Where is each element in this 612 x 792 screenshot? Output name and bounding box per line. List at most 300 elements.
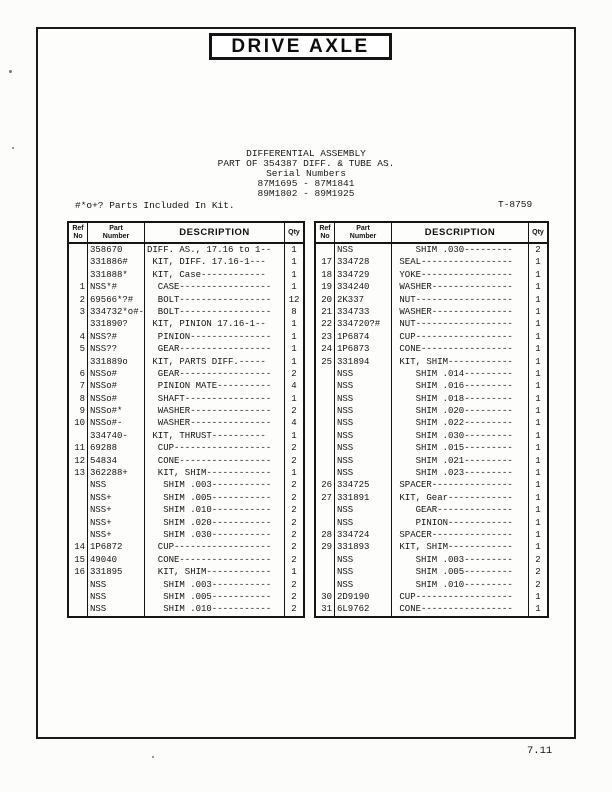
cell-desc: SHIM .014--------- bbox=[392, 368, 529, 380]
cell-part: 331893 bbox=[335, 541, 392, 553]
parts-table-right bbox=[314, 221, 549, 618]
column-header-part-number bbox=[88, 223, 145, 242]
table-row bbox=[69, 517, 303, 529]
cell-desc: SEAL----------------- bbox=[392, 256, 529, 268]
table-row bbox=[316, 244, 547, 256]
cell-ref: 26 bbox=[316, 479, 335, 491]
column-header-ref-no bbox=[316, 223, 335, 242]
cell-qty: 2 bbox=[291, 480, 297, 491]
cell-desc: CASE----------------- bbox=[145, 281, 285, 293]
cell-desc: CUP------------------ bbox=[145, 541, 285, 553]
cell-ref: 28 bbox=[316, 529, 335, 541]
cell-ref: 7 bbox=[69, 380, 88, 392]
cell-part: NSS bbox=[335, 244, 392, 256]
cell-ref: 31 bbox=[316, 603, 335, 615]
cell-qty: 1 bbox=[535, 393, 541, 404]
cell-desc: BOLT----------------- bbox=[145, 306, 285, 318]
table-row bbox=[69, 393, 303, 405]
scan-speck bbox=[12, 147, 14, 149]
table-row bbox=[316, 256, 547, 268]
cell-qty: 1 bbox=[535, 418, 541, 429]
cell-qty: 1 bbox=[291, 245, 297, 255]
cell-desc: NUT------------------ bbox=[392, 318, 529, 330]
cell-desc: WASHER--------------- bbox=[392, 281, 529, 293]
cell-ref: 9 bbox=[69, 405, 88, 417]
table-row bbox=[316, 579, 547, 591]
cell-desc: CUP------------------ bbox=[392, 591, 529, 603]
part-header-line2: Number bbox=[102, 232, 130, 240]
cell-part: NSS bbox=[335, 579, 392, 591]
table-row bbox=[316, 368, 547, 380]
cell-desc: KIT, THRUST---------- bbox=[145, 430, 285, 442]
cell-qty: 4 bbox=[291, 381, 297, 392]
table-row bbox=[69, 479, 303, 491]
table-body bbox=[69, 244, 303, 616]
table-row bbox=[316, 269, 547, 281]
table-row bbox=[316, 442, 547, 454]
cell-qty: 1 bbox=[535, 368, 541, 379]
cell-desc: GEAR----------------- bbox=[145, 368, 285, 380]
cell-part: NSS+ bbox=[88, 492, 145, 504]
cell-part: 69288 bbox=[88, 442, 145, 454]
cell-desc: SPACER--------------- bbox=[392, 529, 529, 541]
column-header-description: DESCRIPTION bbox=[145, 223, 285, 242]
cell-part: 2K337 bbox=[335, 294, 392, 306]
cell-desc: SHIM .005----------- bbox=[145, 591, 285, 603]
cell-ref bbox=[316, 455, 335, 467]
cell-part: NSS bbox=[335, 554, 392, 566]
cell-desc: SHAFT---------------- bbox=[145, 393, 285, 405]
table-row bbox=[69, 256, 303, 268]
cell-part: 331891 bbox=[335, 492, 392, 504]
column-header-description: DESCRIPTION bbox=[392, 223, 529, 242]
cell-desc: KIT, DIFF. 17.16-1--- bbox=[145, 256, 285, 268]
table-row bbox=[316, 306, 547, 318]
cell-ref: 18 bbox=[316, 269, 335, 281]
cell-desc: KIT, PARTS DIFF.----- bbox=[145, 356, 285, 368]
cell-desc: SHIM .010----------- bbox=[145, 603, 285, 615]
cell-ref bbox=[316, 244, 335, 256]
cell-part: NSS bbox=[335, 467, 392, 479]
cell-part: NSS bbox=[335, 430, 392, 442]
cell-qty: 12 bbox=[288, 294, 300, 305]
cell-desc: DIFF. AS., 17.16 to 1-- bbox=[145, 244, 285, 256]
table-header-row bbox=[69, 223, 303, 244]
table-row bbox=[316, 492, 547, 504]
table-row bbox=[69, 343, 303, 355]
table-row bbox=[316, 343, 547, 355]
cell-ref bbox=[316, 393, 335, 405]
cell-qty: 1 bbox=[535, 331, 541, 342]
table-row bbox=[69, 380, 303, 392]
cell-desc: SHIM .003----------- bbox=[145, 579, 285, 591]
table-row bbox=[316, 380, 547, 392]
cell-part: 331886# bbox=[88, 256, 145, 268]
cell-desc: GEAR----------------- bbox=[145, 343, 285, 355]
cell-qty: 2 bbox=[535, 567, 541, 578]
cell-part: 54834 bbox=[88, 455, 145, 467]
table-row bbox=[69, 306, 303, 318]
cell-part: 1P6873 bbox=[335, 343, 392, 355]
cell-desc: SHIM .030--------- bbox=[392, 244, 529, 256]
cell-ref: 15 bbox=[69, 554, 88, 566]
cell-ref bbox=[69, 591, 88, 603]
cell-desc: CUP------------------ bbox=[392, 331, 529, 343]
cell-qty: 1 bbox=[535, 455, 541, 466]
cell-ref: 20 bbox=[316, 294, 335, 306]
cell-qty: 1 bbox=[535, 591, 541, 602]
cell-ref: 21 bbox=[316, 306, 335, 318]
cell-ref: 24 bbox=[316, 343, 335, 355]
cell-desc: SHIM .022--------- bbox=[392, 417, 529, 429]
cell-part: 331888* bbox=[88, 269, 145, 281]
cell-qty: 1 bbox=[291, 356, 297, 367]
cell-qty: 1 bbox=[291, 269, 297, 280]
serial-range-2: 89M1802 - 89M1925 bbox=[257, 188, 355, 199]
cell-desc: SHIM .010----------- bbox=[145, 504, 285, 516]
cell-part: 1P6872 bbox=[88, 541, 145, 553]
cell-part: 334732*o#- bbox=[90, 306, 145, 317]
cell-part: NSS bbox=[335, 368, 392, 380]
cell-ref bbox=[69, 517, 88, 529]
part-header-line2: Number bbox=[349, 232, 377, 240]
cell-qty: 2 bbox=[291, 554, 297, 565]
cell-ref bbox=[316, 442, 335, 454]
cell-desc: KIT, SHIM------------ bbox=[392, 541, 529, 553]
table-row bbox=[316, 529, 547, 541]
cell-ref: 6 bbox=[69, 368, 88, 380]
table-row bbox=[316, 281, 547, 293]
cell-qty: 1 bbox=[535, 468, 541, 479]
cell-qty: 2 bbox=[291, 591, 297, 602]
table-row bbox=[69, 554, 303, 566]
cell-desc: BOLT----------------- bbox=[145, 294, 285, 306]
cell-qty: 1 bbox=[535, 492, 541, 503]
table-row bbox=[69, 294, 303, 306]
cell-ref: 19 bbox=[316, 281, 335, 293]
cell-desc: PINION------------ bbox=[392, 517, 529, 529]
cell-qty: 4 bbox=[291, 418, 297, 429]
cell-qty: 1 bbox=[291, 319, 297, 330]
column-header-qty: Qty bbox=[532, 228, 544, 236]
cell-part: NSS bbox=[88, 579, 145, 591]
table-row bbox=[69, 430, 303, 442]
cell-ref: 22 bbox=[316, 318, 335, 330]
table-row bbox=[316, 430, 547, 442]
cell-part: 49040 bbox=[88, 554, 145, 566]
cell-qty: 1 bbox=[535, 529, 541, 540]
table-row bbox=[316, 603, 547, 615]
column-header-qty: Qty bbox=[288, 228, 300, 236]
cell-part: 2D9190 bbox=[335, 591, 392, 603]
cell-ref: 30 bbox=[316, 591, 335, 603]
cell-desc: SHIM .023--------- bbox=[392, 467, 529, 479]
cell-desc: SHIM .015--------- bbox=[392, 442, 529, 454]
cell-desc: SHIM .018--------- bbox=[392, 393, 529, 405]
table-row bbox=[69, 455, 303, 467]
cell-qty: 2 bbox=[291, 368, 297, 379]
kit-note: #*o+? Parts Included In Kit. bbox=[75, 200, 235, 211]
cell-ref: 13 bbox=[69, 467, 88, 479]
cell-desc: CONE----------------- bbox=[145, 455, 285, 467]
cell-ref: 5 bbox=[69, 343, 88, 355]
table-row bbox=[316, 331, 547, 343]
cell-qty: 1 bbox=[291, 393, 297, 404]
cell-desc: KIT, Gear------------ bbox=[392, 492, 529, 504]
cell-desc: SHIM .003----------- bbox=[145, 479, 285, 491]
cell-part: NSS bbox=[335, 393, 392, 405]
cell-part: 331895 bbox=[88, 566, 145, 578]
cell-part: 331894 bbox=[335, 356, 392, 368]
cell-desc: CONE----------------- bbox=[145, 554, 285, 566]
cell-part: NSS bbox=[335, 504, 392, 516]
cell-desc: SHIM .010--------- bbox=[392, 579, 529, 591]
figure-reference: T-8759 bbox=[498, 199, 533, 210]
cell-qty: 1 bbox=[535, 344, 541, 355]
cell-qty: 1 bbox=[535, 381, 541, 392]
cell-desc: CONE----------------- bbox=[392, 343, 529, 355]
cell-part: 1P6874 bbox=[335, 331, 392, 343]
cell-desc: SHIM .005----------- bbox=[145, 492, 285, 504]
cell-desc: WASHER--------------- bbox=[392, 306, 529, 318]
cell-ref bbox=[69, 244, 88, 256]
cell-desc: SHIM .020----------- bbox=[145, 517, 285, 529]
table-row bbox=[316, 479, 547, 491]
cell-qty: 2 bbox=[535, 579, 541, 590]
cell-qty: 1 bbox=[291, 567, 297, 578]
cell-qty: 1 bbox=[535, 604, 541, 615]
cell-part: 334240 bbox=[335, 281, 392, 293]
table-row bbox=[69, 603, 303, 615]
cell-desc: PINION--------------- bbox=[145, 331, 285, 343]
table-row bbox=[316, 455, 547, 467]
cell-desc: SHIM .016--------- bbox=[392, 380, 529, 392]
cell-qty: 2 bbox=[291, 505, 297, 516]
cell-desc: KIT, SHIM------------ bbox=[145, 566, 285, 578]
cell-ref bbox=[69, 579, 88, 591]
table-row bbox=[316, 318, 547, 330]
cell-qty: 2 bbox=[291, 492, 297, 503]
cell-ref: 16 bbox=[69, 566, 88, 578]
ref-header-line2: No bbox=[320, 232, 330, 240]
table-row bbox=[316, 541, 547, 553]
assembly-part-of: PART OF 354387 DIFF. & TUBE AS. bbox=[217, 158, 395, 169]
cell-desc: GEAR-------------- bbox=[392, 504, 529, 516]
part-header-line1: Part bbox=[356, 225, 370, 232]
cell-part: 334728 bbox=[335, 256, 392, 268]
cell-qty: 2 bbox=[291, 455, 297, 466]
cell-qty: 1 bbox=[291, 468, 297, 479]
cell-desc: SPACER--------------- bbox=[392, 479, 529, 491]
table-row bbox=[69, 417, 303, 429]
cell-part: NSS bbox=[88, 603, 145, 615]
cell-qty: 1 bbox=[291, 331, 297, 342]
cell-qty: 1 bbox=[535, 269, 541, 280]
serial-range-1: 87M1695 - 87M1841 bbox=[257, 178, 355, 189]
table-row bbox=[69, 331, 303, 343]
table-row bbox=[316, 467, 547, 479]
page-title-box bbox=[209, 33, 392, 60]
table-row bbox=[316, 554, 547, 566]
cell-ref bbox=[69, 318, 88, 330]
table-row bbox=[316, 517, 547, 529]
cell-part: NSSo# bbox=[88, 368, 145, 380]
cell-qty: 1 bbox=[535, 430, 541, 441]
cell-part: NSS bbox=[335, 405, 392, 417]
cell-part: NSSo# bbox=[88, 380, 145, 392]
cell-part: 362288+ bbox=[88, 467, 145, 479]
table-row bbox=[69, 579, 303, 591]
cell-part: NSS bbox=[335, 442, 392, 454]
cell-qty: 1 bbox=[291, 430, 297, 441]
cell-qty: 1 bbox=[291, 257, 297, 268]
cell-ref bbox=[316, 467, 335, 479]
cell-qty: 2 bbox=[291, 604, 297, 615]
cell-ref bbox=[316, 430, 335, 442]
table-row bbox=[69, 492, 303, 504]
cell-part: 334733 bbox=[335, 306, 392, 318]
cell-qty: 2 bbox=[291, 579, 297, 590]
table-row bbox=[316, 591, 547, 603]
cell-part: NSS bbox=[88, 479, 145, 491]
table-row bbox=[316, 393, 547, 405]
cell-part: NSS bbox=[335, 517, 392, 529]
ref-header-line1: Ref bbox=[72, 225, 84, 232]
cell-qty: 2 bbox=[291, 443, 297, 454]
cell-desc: CUP------------------ bbox=[145, 442, 285, 454]
cell-part: NSS*# bbox=[88, 281, 145, 293]
table-row bbox=[69, 541, 303, 553]
table-row bbox=[69, 591, 303, 603]
cell-ref: 14 bbox=[69, 541, 88, 553]
cell-part: NSSo#* bbox=[88, 405, 145, 417]
table-row bbox=[69, 504, 303, 516]
cell-desc: WASHER--------------- bbox=[145, 405, 285, 417]
cell-desc: SHIM .003--------- bbox=[392, 554, 529, 566]
cell-part: 69566*?# bbox=[88, 294, 145, 306]
cell-part: 334724 bbox=[335, 529, 392, 541]
cell-part: NSS?# bbox=[88, 331, 145, 343]
table-row bbox=[69, 467, 303, 479]
cell-qty: 2 bbox=[535, 554, 541, 565]
cell-desc: KIT, SHIM------------ bbox=[145, 467, 285, 479]
table-row bbox=[316, 356, 547, 368]
cell-qty: 2 bbox=[291, 529, 297, 540]
cell-qty: 1 bbox=[535, 443, 541, 454]
assembly-title: DIFFERENTIAL ASSEMBLY bbox=[246, 148, 366, 159]
cell-qty: 8 bbox=[291, 306, 297, 317]
cell-qty: 2 bbox=[535, 245, 541, 255]
cell-part: NSS?? bbox=[88, 343, 145, 355]
cell-ref: 12 bbox=[69, 455, 88, 467]
cell-qty: 2 bbox=[291, 517, 297, 528]
cell-part: NSS bbox=[335, 455, 392, 467]
table-row bbox=[69, 442, 303, 454]
cell-qty: 1 bbox=[535, 517, 541, 528]
cell-qty: 1 bbox=[535, 542, 541, 553]
cell-part: NSS bbox=[335, 417, 392, 429]
table-row bbox=[69, 566, 303, 578]
cell-part: NSS+ bbox=[88, 529, 145, 541]
cell-ref bbox=[69, 492, 88, 504]
table-row bbox=[69, 529, 303, 541]
cell-ref: 3 bbox=[69, 306, 88, 318]
table-row bbox=[316, 504, 547, 516]
cell-desc: PINION MATE---------- bbox=[145, 380, 285, 392]
cell-qty: 1 bbox=[535, 257, 541, 268]
cell-ref bbox=[69, 603, 88, 615]
cell-desc: KIT, SHIM------------ bbox=[392, 356, 529, 368]
cell-ref: 4 bbox=[69, 331, 88, 343]
cell-part: 6L9762 bbox=[335, 603, 392, 615]
parts-table-left bbox=[67, 221, 305, 618]
cell-desc: SHIM .021--------- bbox=[392, 455, 529, 467]
cell-ref: 11 bbox=[69, 442, 88, 454]
cell-qty: 1 bbox=[535, 319, 541, 330]
cell-part: 331890? bbox=[88, 318, 145, 330]
cell-ref bbox=[316, 579, 335, 591]
cell-part: 358670 bbox=[88, 244, 145, 256]
scan-speck bbox=[152, 756, 154, 758]
table-row bbox=[69, 244, 303, 256]
cell-part: NSS+ bbox=[88, 504, 145, 516]
cell-part: 331889o bbox=[88, 356, 145, 368]
cell-qty: 2 bbox=[291, 406, 297, 417]
cell-qty: 1 bbox=[291, 282, 297, 293]
cell-desc: SHIM .030----------- bbox=[145, 529, 285, 541]
table-row bbox=[316, 417, 547, 429]
table-row bbox=[69, 356, 303, 368]
serial-numbers-label: Serial Numbers bbox=[266, 168, 346, 179]
cell-part: NSS bbox=[88, 591, 145, 603]
table-row bbox=[69, 281, 303, 293]
cell-desc: YOKE----------------- bbox=[392, 269, 529, 281]
cell-ref: 29 bbox=[316, 541, 335, 553]
cell-desc: WASHER--------------- bbox=[145, 417, 285, 429]
table-header-row bbox=[316, 223, 547, 244]
cell-ref: 25 bbox=[316, 356, 335, 368]
cell-qty: 1 bbox=[291, 344, 297, 355]
cell-ref bbox=[69, 504, 88, 516]
cell-part: 334720?# bbox=[335, 318, 392, 330]
cell-desc: CONE----------------- bbox=[392, 603, 529, 615]
assembly-header bbox=[36, 149, 576, 199]
cell-part: 334725 bbox=[335, 479, 392, 491]
cell-part: 334740- bbox=[88, 430, 145, 442]
ref-header-line1: Ref bbox=[319, 225, 331, 232]
cell-part: NSSo#- bbox=[88, 417, 145, 429]
cell-ref bbox=[316, 504, 335, 516]
cell-ref: 8 bbox=[69, 393, 88, 405]
cell-ref bbox=[316, 405, 335, 417]
cell-desc: KIT, Case------------ bbox=[145, 269, 285, 281]
cell-ref: 1 bbox=[69, 281, 88, 293]
cell-ref: 23 bbox=[316, 331, 335, 343]
cell-ref bbox=[316, 417, 335, 429]
cell-qty: 1 bbox=[535, 406, 541, 417]
cell-ref bbox=[69, 256, 88, 268]
ref-header-line2: No bbox=[73, 232, 83, 240]
cell-ref bbox=[69, 479, 88, 491]
cell-ref bbox=[316, 566, 335, 578]
column-header-part-number bbox=[335, 223, 392, 242]
cell-ref bbox=[316, 517, 335, 529]
cell-qty: 1 bbox=[535, 282, 541, 293]
cell-part: NSSo# bbox=[88, 393, 145, 405]
table-row bbox=[316, 566, 547, 578]
cell-ref bbox=[316, 380, 335, 392]
cell-ref bbox=[69, 430, 88, 442]
